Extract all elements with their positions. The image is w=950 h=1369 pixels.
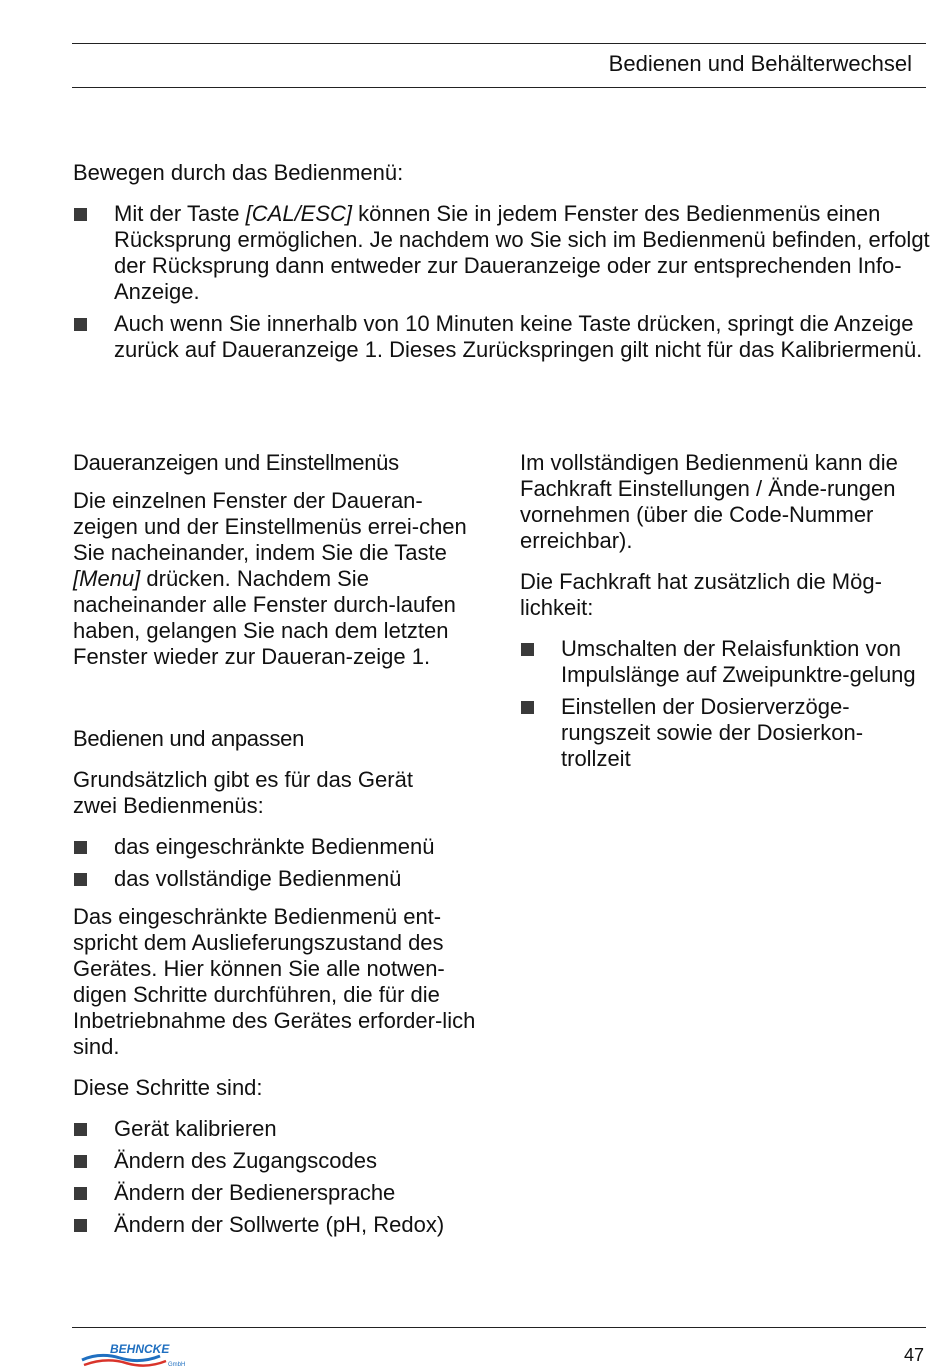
svg-text:BEHNCKE: BEHNCKE [110,1342,170,1356]
list-item [73,1116,485,1142]
list-item [73,834,485,860]
list-item-text: Umschalten der Relaisfunktion von Impulslänge auf Zweipunktre-gelung [561,636,916,687]
footer-rule [72,1327,926,1328]
list-item [73,1148,485,1174]
list-item-text: Einstellen der Dosierverzöge-rungszeit sowie der Dosierkon-trollzeit [561,694,864,771]
square-bullet-icon [74,1155,87,1168]
bullet-text: können Sie in jedem Fenster des Bedienmenüs einen Rücksprung ermöglichen. Je nachdem wo Sie sich im Bedienmenü befinden, erfolgt der Rücksprung dann entweder zur Daueranzeige oder zur entsprechenden Info-Anzeige. [114,201,930,304]
expert-options-list [520,636,920,772]
header-top-rule [72,43,926,44]
square-bullet-icon [521,701,534,714]
svg-text:GmbH: GmbH [168,1362,186,1368]
right-column [520,450,920,772]
menu-list [73,834,485,892]
square-bullet-icon [74,873,87,886]
paragraph [73,488,478,670]
list-item-text: Gerät kalibrieren [114,1116,277,1141]
square-bullet-icon [74,841,87,854]
list-item-text: Ändern der Sollwerte (pH, Redox) [114,1212,445,1237]
navigation-intro: Bewegen durch das Bedienmenü: [73,160,404,185]
section-heading: Daueranzeigen und Einstellmenüs [73,450,399,475]
cal-esc-key: [CAL/ESC] [245,201,353,226]
left-column [73,450,485,1238]
square-bullet-icon [74,1123,87,1136]
square-bullet-icon [521,643,534,656]
list-item-text: Ändern des Zugangscodes [114,1148,377,1173]
bullet-text: Auch wenn Sie innerhalb von 10 Minuten keine Taste drücken, springt die Anzeige zurück auf Daueranzeige 1. Dieses Zurückspringen gilt nicht für das Kalibriermenü. [114,311,923,362]
list-item-text: das vollständige Bedienmenü [114,866,402,891]
square-bullet-icon [74,208,87,221]
list-item [73,1212,485,1238]
steps-list [73,1116,485,1238]
list-item [73,311,933,363]
behncke-logo [80,1340,195,1368]
list-item [520,694,920,772]
paragraph: Diese Schritte sind: [73,1075,263,1100]
list-item [520,636,920,688]
bullet-text: Mit der Taste [114,201,246,226]
paragraph: Das eingeschränkte Bedienmenü ent-spricht dem Auslieferungszustand des Gerätes. Hier können Sie alle notwen-digen Schritte durchführen, die für die Inbetriebnahme des Gerätes erforder-lich sind. [73,904,476,1059]
navigation-bullets [73,201,933,363]
menu-key: [Menu] [73,566,141,591]
list-item-text: Ändern der Bedienersprache [114,1180,396,1205]
section-heading: Bedienen und anpassen [73,726,305,751]
list-item [73,866,485,892]
page-number: 47 [903,1345,924,1365]
list-item-text: das eingeschränkte Bedienmenü [114,834,435,859]
square-bullet-icon [74,318,87,331]
paragraph-text: Die einzelnen Fenster der Daueran-zeigen und der Einstellmenüs errei-chen Sie nacheinander, indem Sie die Taste [73,488,467,565]
paragraph: Grundsätzlich gibt es für das Gerät zwei Bedienmenüs: [73,767,413,818]
navigation-section [73,160,933,363]
square-bullet-icon [74,1219,87,1232]
paragraph: Die Fachkraft hat zusätzlich die Mög-lichkeit: [520,569,882,620]
square-bullet-icon [74,1187,87,1200]
paragraph-text: drücken. Nachdem Sie nacheinander alle Fenster durch-laufen haben, gelangen Sie nach dem letzten Fenster wieder zur Daueran-zeige 1. [73,566,456,669]
list-item [73,1180,485,1206]
list-item [73,201,933,305]
header-bottom-rule [72,87,926,88]
running-header-title: Bedienen und Behälterwechsel [608,51,912,76]
paragraph: Im vollständigen Bedienmenü kann die Fachkraft Einstellungen / Ände-rungen vornehmen (über die Code-Nummer erreichbar). [520,450,898,553]
